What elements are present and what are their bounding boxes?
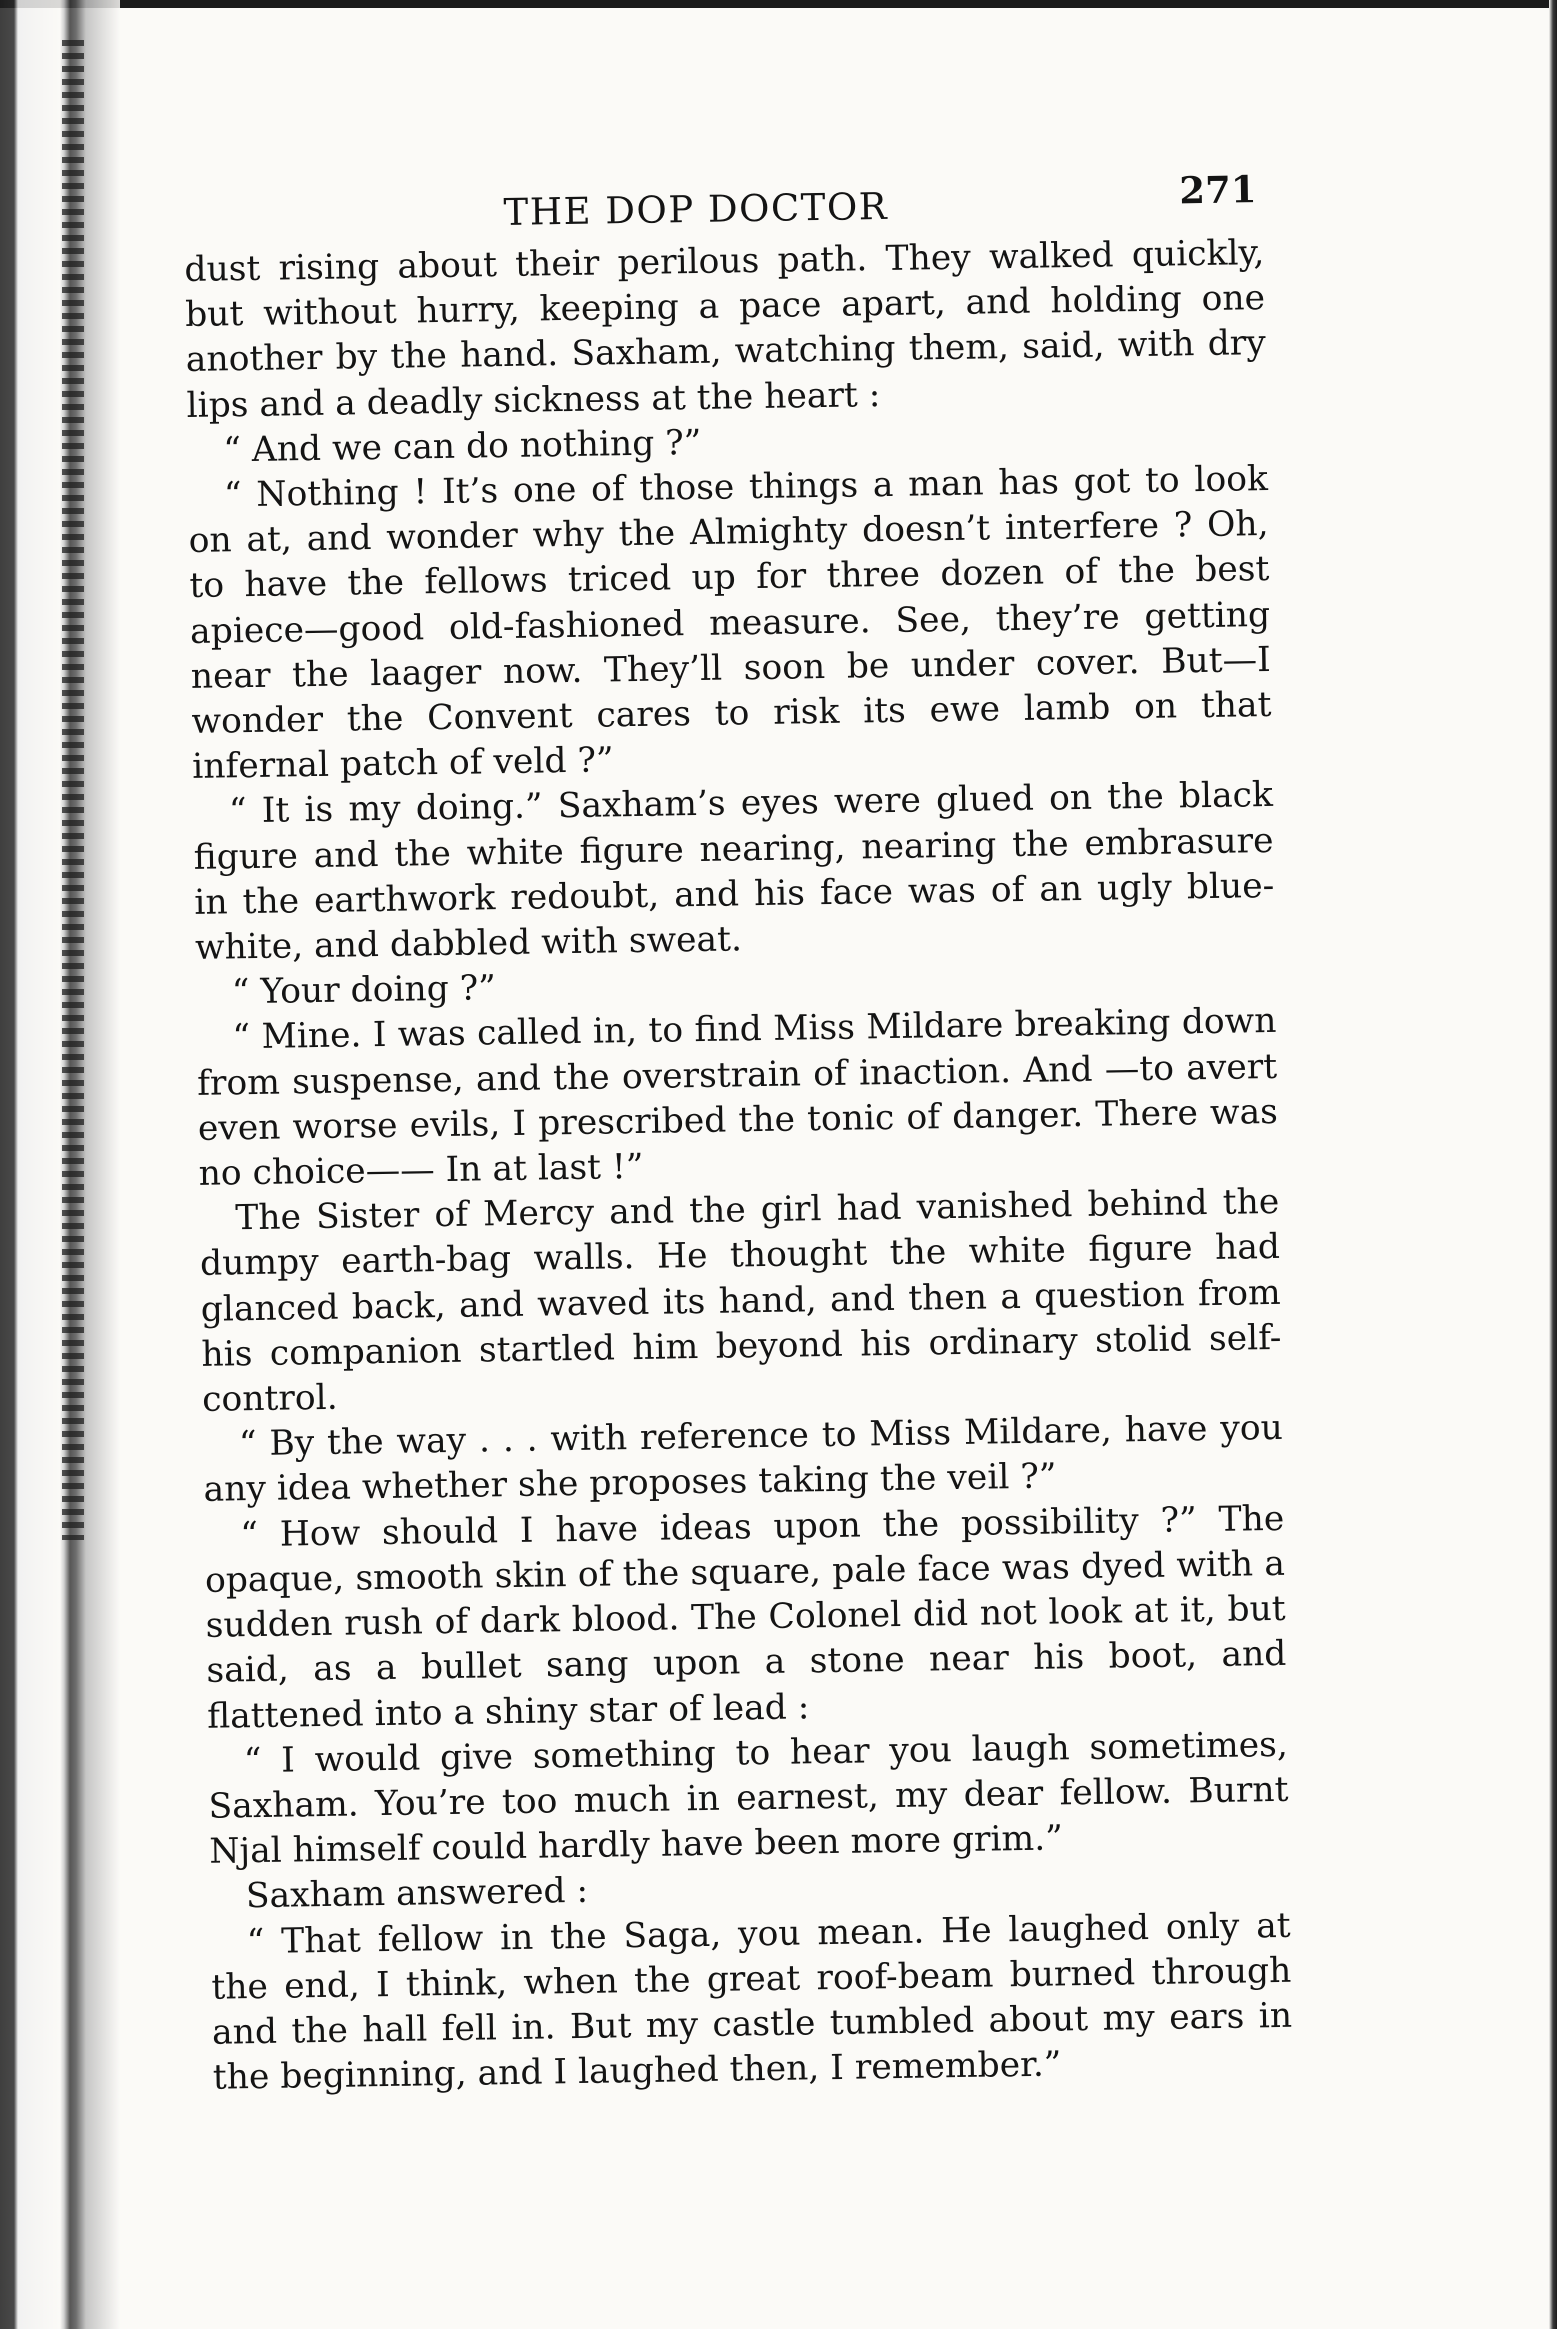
scan-top-edge <box>0 0 1557 8</box>
paragraph: The Sister of Mercy and the girl had vanished behind the dumpy earth-bag walls. He thought the white figure had glanced back, and waved its hand, and then a question from his companion startled him beyond his ordinary stolid self-control. <box>199 1182 1282 1420</box>
paragraph: “ It is my doing.” Saxham’s eyes were glued on the black figure and the white figure nearing, nearing the embrasure in the earthwork redoubt, and his face was of an ugly blue-white, and dabbled with sweat. <box>193 775 1275 968</box>
body-text <box>184 231 1293 2101</box>
page-number: 271 <box>1178 167 1257 213</box>
running-head <box>183 161 1264 240</box>
paragraph: “ That fellow in the Saga, you mean. He laughed only at the end, I think, when the great roof-beam burned through and the hall fell in. But my castle tumbled about my ears in the beginning, and I laughed then, I remember.” <box>211 1905 1293 2098</box>
paragraph: “ Mine. I was called in, to find Miss Mildare breaking down from suspense, and the overstrain of inaction. And —to avert even worse evils, I prescribed the tonic of danger. There was no choice—— In at last !” <box>196 1001 1279 1194</box>
paragraph: “ How should I have ideas upon the possibility ?” The opaque, smooth skin of the square, pale face was dyed with a sudden rush of dark blood. The Colonel did not look at it, but said, as a bullet sang upon a stone near his boot, and flattened into a shiny star of lead : <box>204 1498 1287 1737</box>
book-page <box>183 161 1293 2101</box>
paragraph: dust rising about their perilous path. They walked quickly, but without hurry, keeping a pace apart, and holding one another by the hand. Saxham, watching them, said, with dry lips and a deadly sickness at the heart : <box>184 233 1267 426</box>
book-binding-shadow <box>0 0 120 2329</box>
paragraph: “ By the way . . . with reference to Miss Mildare, have you any idea whether she proposes taking the veil ?” <box>203 1408 1284 1511</box>
paragraph: Saxham answered : <box>245 1871 589 1917</box>
paragraph: “ And we can do nothing ?” <box>222 422 702 471</box>
paragraph: “ I would give something to hear you laugh sometimes, Saxham. You’re too much in earnest, my dear fellow. Burnt Njal himself could hardly have been more grim.” <box>208 1724 1289 1872</box>
scan-right-edge <box>1549 0 1557 2329</box>
running-title: THE DOP DOCTOR <box>503 184 889 234</box>
paragraph: “ Nothing ! It’s one of those things a man has got to look on at, and wonder why the Almighty doesn’t interfere ? Oh, to have the fellows triced up for three dozen of the best apiece—good old-fashioned measure. See, they’re getting near the laager now. They’ll soon be under cover. But—I wonder the Convent cares to risk its ewe lamb on that infernal patch of veld ?” <box>188 459 1272 788</box>
binding-gutter-texture <box>62 40 84 1540</box>
paragraph: “ Your doing ?” <box>231 968 497 1013</box>
